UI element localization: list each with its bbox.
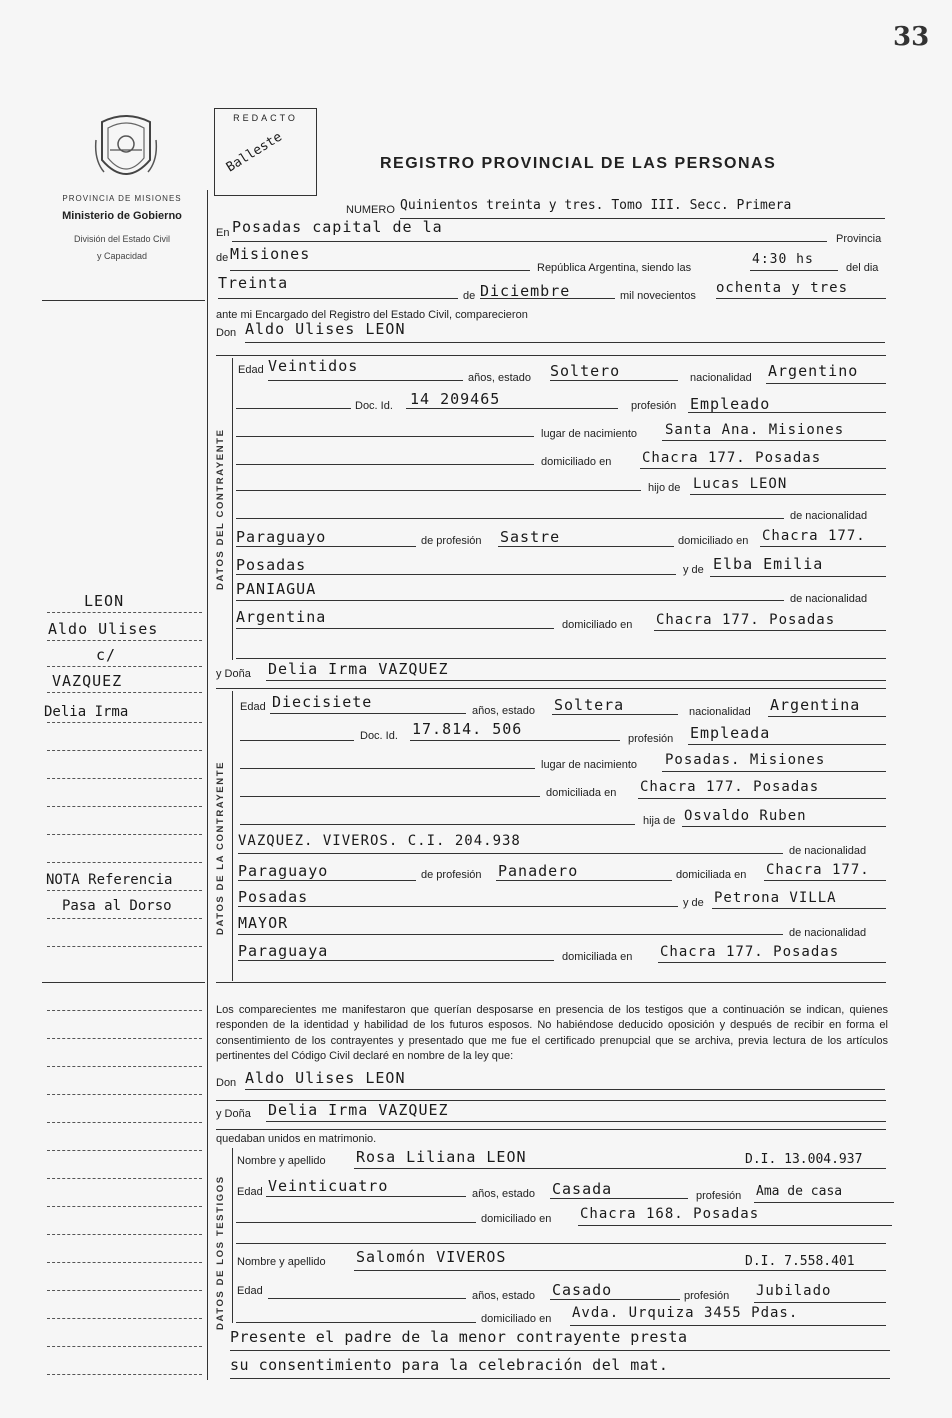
t2-prof-value: Jubilado <box>756 1283 832 1299</box>
stamp-label: REDACTO <box>233 113 298 123</box>
de-label: de <box>216 252 229 264</box>
decl-dona-label: y Doña <box>216 1108 251 1120</box>
c-domic-label: domiciliado en <box>541 456 612 468</box>
province-label: PROVINCIA DE MISIONES <box>62 194 182 203</box>
c-madre-nac: Argentina <box>236 608 327 626</box>
c-domic-label-3: domiciliado en <box>562 619 633 631</box>
dona-value: Delia Irma VAZQUEZ <box>268 660 449 678</box>
f-prof-value: Empleada <box>690 724 771 742</box>
f-hija-value: Osvaldo Ruben <box>684 808 807 824</box>
unidos-text: quedaban unidos en matrimonio. <box>216 1133 377 1145</box>
t1-nombre-label: Nombre y apellido <box>237 1155 326 1167</box>
c-doc-value: 14 209465 <box>410 390 501 408</box>
don-value: Aldo Ulises LEON <box>245 320 406 338</box>
f-lugar-label: lugar de nacimiento <box>541 759 638 771</box>
t1-domic-label: domiciliado en <box>481 1213 552 1225</box>
t1-doc-value: D.I. 13.004.937 <box>745 1152 863 1167</box>
t2-domic-label: domiciliado en <box>481 1313 552 1325</box>
de-label-2: de <box>463 290 476 302</box>
decl-dona-value: Delia Irma VAZQUEZ <box>268 1101 449 1119</box>
mes-value: Diciembre <box>480 282 571 300</box>
c-edad-label: Edad <box>238 364 264 376</box>
t2-nombre-value: Salomón VIVEROS <box>356 1248 507 1266</box>
numero-value: Quinientos treinta y tres. Tomo III. Secc. Primera <box>400 198 792 213</box>
dona-label: y Doña <box>216 668 251 680</box>
don-label: Don <box>216 327 237 339</box>
c-padre-domic-2: Posadas <box>236 556 307 574</box>
c-edad-value: Veintidos <box>268 357 359 375</box>
c-padre-nac: Paraguayo <box>236 528 327 546</box>
t1-estado-value: Casada <box>552 1180 613 1198</box>
c-y-de-label: y de <box>683 564 704 576</box>
en-value: Posadas capital de la <box>232 218 443 236</box>
c-madre-name: Elba Emilia <box>713 555 824 573</box>
t2-estado-value: Casado <box>552 1281 613 1299</box>
f-madre-domic: Chacra 177. Posadas <box>660 944 840 960</box>
provincia-value: Misiones <box>230 245 311 263</box>
c-nac-value: Argentino <box>768 362 859 380</box>
t2-anos-label: años, estado <box>472 1290 535 1302</box>
c-de-prof-label: de profesión <box>421 535 482 547</box>
division-label: División del Estado Civil <box>73 234 171 244</box>
del-dia-label: del dia <box>846 262 879 274</box>
margin-nota-2: Pasa al Dorso <box>62 898 172 914</box>
hora-value: 4:30 hs <box>752 252 814 267</box>
contrayente-side-label: DATOS DEL CONTRAYENTE <box>215 428 226 590</box>
f-padre-domic: Chacra 177. <box>766 862 870 878</box>
dia-value: Treinta <box>218 274 289 292</box>
f-y-de-label: y de <box>683 897 704 909</box>
ante-text: ante mi Encargado del Registro del Estado Civil, comparecieron <box>216 309 528 321</box>
f-domic-label: domiciliada en <box>546 787 617 799</box>
t1-domic-value: Chacra 168. Posadas <box>580 1206 760 1222</box>
t1-nombre-value: Rosa Liliana LEON <box>356 1148 527 1166</box>
mil-label: mil novecientos <box>620 290 696 302</box>
c-domic-label-2: domiciliado en <box>678 535 749 547</box>
margin-note-1: LEON <box>84 592 125 610</box>
f-nac-label: nacionalidad <box>689 706 751 718</box>
f-domic-label-2: domiciliada en <box>676 869 747 881</box>
coat-of-arms-icon <box>92 110 160 190</box>
c-domic-value: Chacra 177. Posadas <box>642 450 822 466</box>
f-madre-nac: Paraguaya <box>238 942 329 960</box>
f-domic-value: Chacra 177. Posadas <box>640 779 820 795</box>
decl-don-label: Don <box>216 1077 237 1089</box>
t2-domic-value: Avda. Urquiza 3455 Pdas. <box>572 1305 799 1321</box>
f-padre-nac: Paraguayo <box>238 862 329 880</box>
t1-prof-value: Ama de casa <box>756 1184 843 1199</box>
redacto-stamp <box>214 108 317 196</box>
republica-text: República Argentina, siendo las <box>537 262 692 274</box>
f-padre-cont: VAZQUEZ. VIVEROS. C.I. 204.938 <box>238 833 521 849</box>
declaration-paragraph: Los comparecientes me manifestaron que querían desposarse en presencia de los testigos que a continuación se indican, quienes responden de la identidad y habilidad de los futuros esposos. No habiéndose deducido oposición y después de recibir en forma el consentimiento de los contrayentes y presentado que me fue el certificado prenupcial que se archiva, previa lectura de los artículos pertinentes del Código Civil declaré en nombre de la ley que: <box>216 1004 888 1063</box>
f-lugar-value: Posadas. Misiones <box>665 752 826 768</box>
f-estado-value: Soltera <box>554 696 625 714</box>
f-domic-label-3: domiciliada en <box>562 951 633 963</box>
f-nac-value: Argentina <box>770 696 861 714</box>
c-doc-label: Doc. Id. <box>355 400 393 412</box>
margin-note-5: Delia Irma <box>44 704 129 720</box>
t2-prof-label: profesión <box>684 1290 730 1302</box>
f-de-prof-label: de profesión <box>421 869 482 881</box>
f-padre-domic-2: Posadas <box>238 888 309 906</box>
c-lugar-value: Santa Ana. Misiones <box>665 422 845 438</box>
decl-don-value: Aldo Ulises LEON <box>245 1069 406 1087</box>
f-doc-label: Doc. Id. <box>360 730 398 742</box>
t1-anos-label: años, estado <box>472 1188 535 1200</box>
margin-note-3: c/ <box>96 646 117 664</box>
f-hija-label: hija de <box>643 815 676 827</box>
c-prof-value: Empleado <box>690 395 771 413</box>
c-hijo-label: hijo de <box>648 482 681 494</box>
en-label: En <box>216 227 230 239</box>
c-lugar-label: lugar de nacimiento <box>541 428 638 440</box>
t2-edad-label: Edad <box>237 1285 263 1297</box>
f-doc-value: 17.814. 506 <box>412 720 523 738</box>
f-edad-value: Diecisiete <box>272 693 373 711</box>
margin-note-2: Aldo Ulises <box>48 620 159 638</box>
anio-value: ochenta y tres <box>716 280 849 296</box>
margin-note-4: VAZQUEZ <box>52 672 123 690</box>
c-estado-value: Soltero <box>550 362 621 380</box>
t1-prof-label: profesión <box>696 1190 742 1202</box>
c-madre-domic: Chacra 177. Posadas <box>656 612 836 628</box>
c-madre-name-2: PANIAGUA <box>236 580 317 598</box>
numero-label: NUMERO <box>346 204 395 216</box>
f-padre-prof: Panadero <box>498 862 579 880</box>
final-note-line-2: su consentimiento para la celebración del mat. <box>230 1356 669 1374</box>
capacity-label: y Capacidad <box>96 251 148 261</box>
f-anos-label: años, estado <box>472 705 535 717</box>
final-note-line-1: Presente el padre de la menor contrayente presta <box>230 1328 688 1346</box>
f-madre-name: Petrona VILLA <box>714 890 837 906</box>
ministry-label: Ministerio de Gobierno <box>62 210 182 222</box>
c-de-nac-label: de nacionalidad <box>790 510 868 522</box>
c-anos-label: años, estado <box>468 372 531 384</box>
c-padre-prof: Sastre <box>500 528 561 546</box>
f-de-nac-label-2: de nacionalidad <box>789 927 867 939</box>
c-padre-domic: Chacra 177. <box>762 528 866 544</box>
t1-edad-value: Veinticuatro <box>268 1177 389 1195</box>
c-prof-label: profesión <box>631 400 677 412</box>
f-prof-label: profesión <box>628 733 674 745</box>
provincia-label: Provincia <box>836 233 882 245</box>
document-title: REGISTRO PROVINCIAL DE LAS PERSONAS <box>380 155 777 172</box>
f-edad-label: Edad <box>240 701 266 713</box>
contrayenta-side-label: DATOS DE LA CONTRAYENTE <box>215 760 226 935</box>
t2-doc-value: D.I. 7.558.401 <box>745 1254 855 1269</box>
f-de-nac-label: de nacionalidad <box>789 845 867 857</box>
page-number: 33 <box>893 22 930 52</box>
testigos-side-label: DATOS DE LOS TESTIGOS <box>215 1175 226 1330</box>
c-hijo-value: Lucas LEON <box>693 476 788 492</box>
c-de-nac-label-2: de nacionalidad <box>790 593 868 605</box>
c-nac-label: nacionalidad <box>690 372 752 384</box>
margin-nota-1: NOTA Referencia <box>46 872 173 888</box>
stamp-signature: Balleste <box>223 129 285 176</box>
f-madre-name-2: MAYOR <box>238 914 289 932</box>
t2-nombre-label: Nombre y apellido <box>237 1256 326 1268</box>
t1-edad-label: Edad <box>237 1186 263 1198</box>
